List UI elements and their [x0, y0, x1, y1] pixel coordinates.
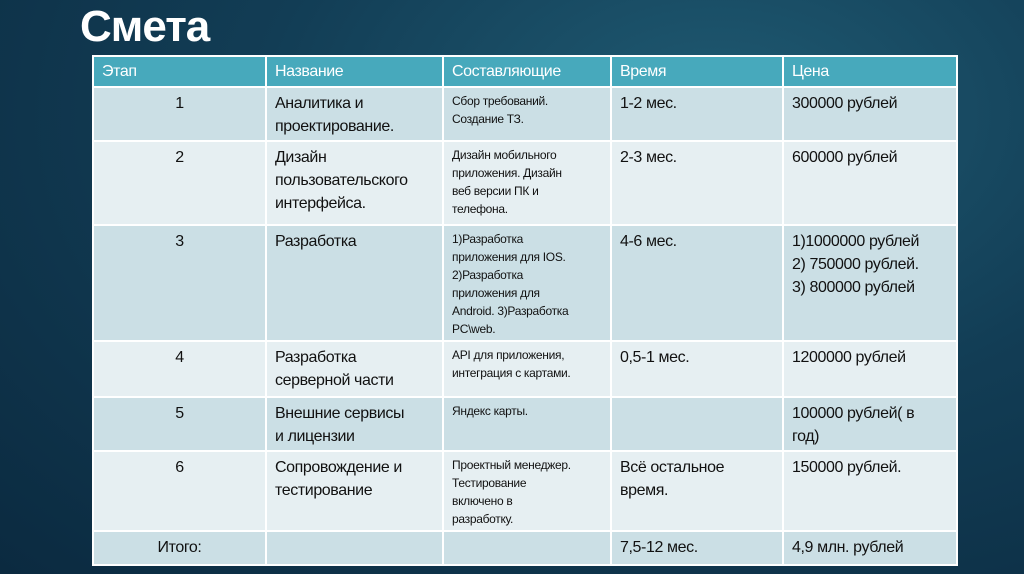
time-cell: 4-6 мес.	[611, 225, 783, 341]
price-cell: 600000 рублей	[783, 141, 957, 225]
price-cell: 1)1000000 рублей 2) 750000 рублей. 3) 800000 рублей	[783, 225, 957, 341]
total-row	[93, 531, 957, 565]
components-cell: API для приложения, интеграция с картами.	[443, 341, 611, 397]
price-cell: 300000 рублей	[783, 87, 957, 141]
name-cell: Внешние сервисы и лицензии	[266, 397, 443, 451]
name-cell: Дизайн пользовательского интерфейса.	[266, 141, 443, 225]
table-row	[93, 87, 957, 141]
components-cell: Яндекс карты.	[443, 397, 611, 451]
total-time: 7,5-12 мес.	[611, 531, 783, 565]
header-time: Время	[611, 56, 783, 87]
table-row	[93, 451, 957, 531]
name-cell: Сопровождение и тестирование	[266, 451, 443, 531]
header-name: Название	[266, 56, 443, 87]
components-cell: Дизайн мобильного приложения. Дизайн веб версии ПК и телефона.	[443, 141, 611, 225]
name-cell: Разработка серверной части	[266, 341, 443, 397]
stage-cell: 3	[93, 225, 266, 341]
table-row	[93, 225, 957, 341]
header-stage: Этап	[93, 56, 266, 87]
time-cell: 1-2 мес.	[611, 87, 783, 141]
components-cell: Проектный менеджер. Тестирование включено в разработку.	[443, 451, 611, 531]
header-components: Составляющие	[443, 56, 611, 87]
components-cell: Сбор требований. Создание ТЗ.	[443, 87, 611, 141]
empty-cell	[443, 531, 611, 565]
total-label: Итого:	[93, 531, 266, 565]
table-row	[93, 397, 957, 451]
stage-cell: 6	[93, 451, 266, 531]
slide-title: Смета	[80, 2, 210, 51]
stage-cell: 1	[93, 87, 266, 141]
price-cell: 1200000 рублей	[783, 341, 957, 397]
stage-cell: 4	[93, 341, 266, 397]
price-cell: 150000 рублей.	[783, 451, 957, 531]
stage-cell: 2	[93, 141, 266, 225]
time-cell: Всё остальное время.	[611, 451, 783, 531]
table-header-row	[93, 56, 957, 87]
name-cell: Аналитика и проектирование.	[266, 87, 443, 141]
total-price: 4,9 млн. рублей	[783, 531, 957, 565]
header-price: Цена	[783, 56, 957, 87]
price-cell: 100000 рублей( в год)	[783, 397, 957, 451]
estimate-table	[92, 55, 958, 566]
name-cell: Разработка	[266, 225, 443, 341]
stage-cell: 5	[93, 397, 266, 451]
empty-cell	[266, 531, 443, 565]
table-row	[93, 141, 957, 225]
components-cell: 1)Разработка приложения для IOS. 2)Разработка приложения для Android. 3)Разработка PC\web.	[443, 225, 611, 341]
time-cell: 0,5-1 мес.	[611, 341, 783, 397]
time-cell: 2-3 мес.	[611, 141, 783, 225]
table-row	[93, 341, 957, 397]
time-cell	[611, 397, 783, 451]
